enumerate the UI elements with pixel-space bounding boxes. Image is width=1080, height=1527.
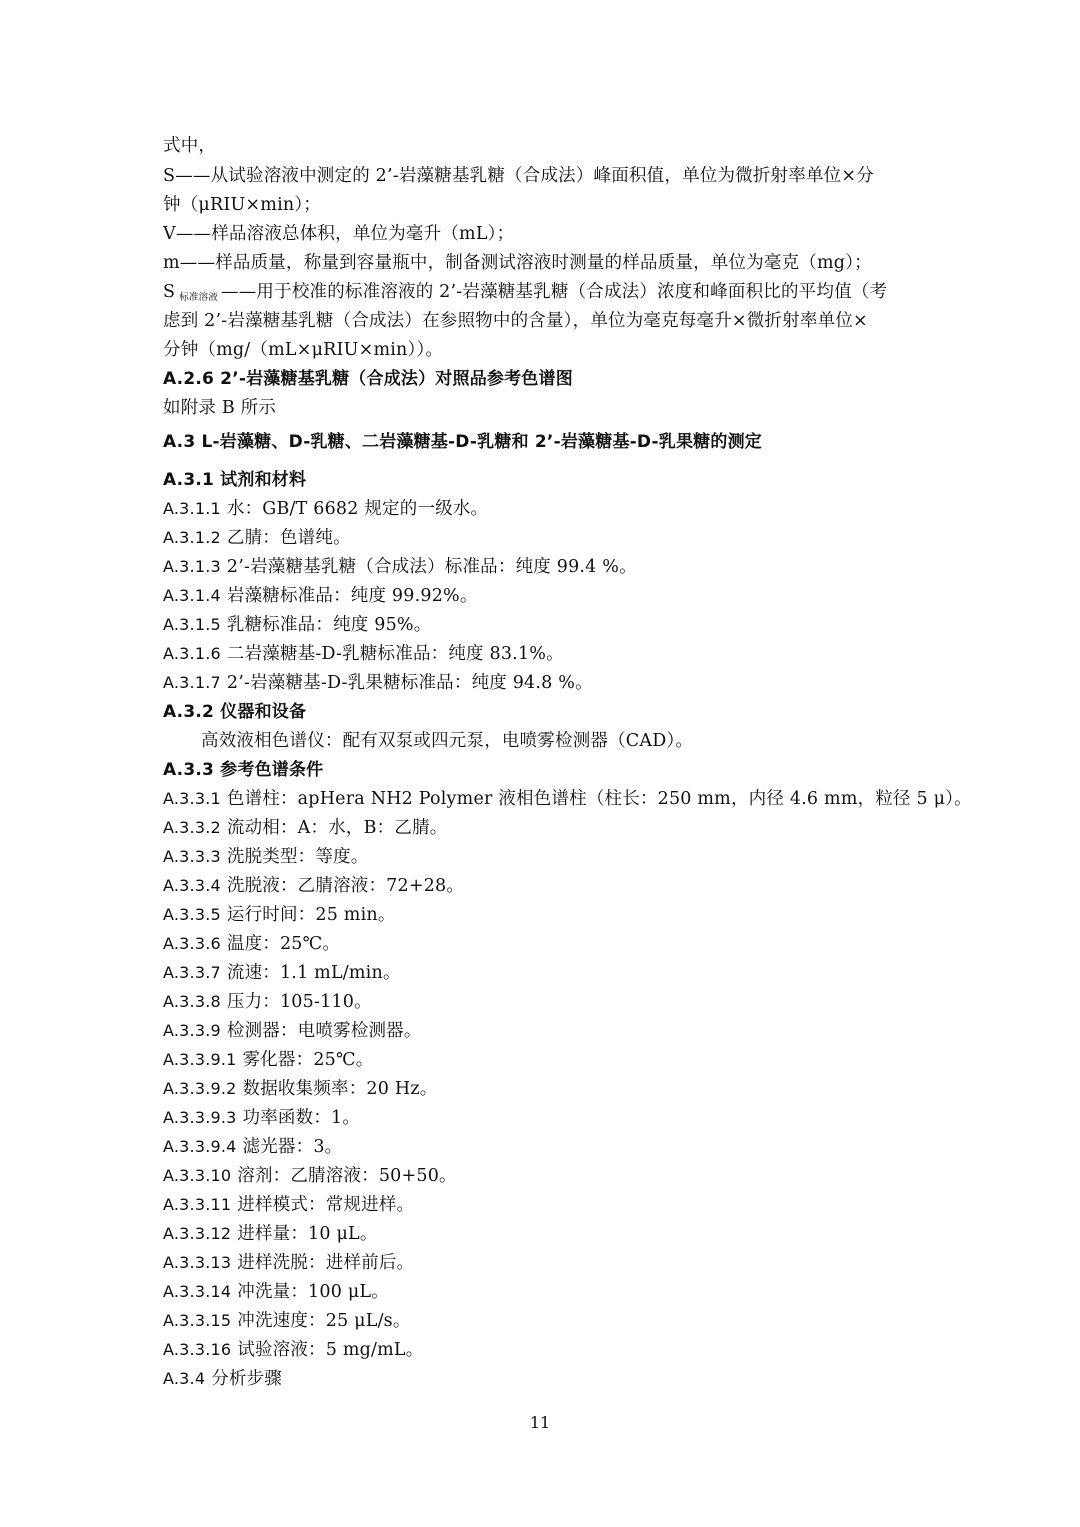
clause-number: A.3.3.9.2: [163, 1079, 237, 1098]
variable-s-definition: S——从试验溶液中测定的 2’-岩藻糖基乳糖（合成法）峰面积值，单位为微折射率单位×分: [163, 166, 874, 186]
variable-s-subscript: 标准溶液: [179, 292, 219, 303]
variable-s-unit: 钟（μRIU×min）；: [163, 195, 321, 215]
clause-number: A.3.3.9.4: [163, 1137, 237, 1156]
clause-number: A.3.3.9: [163, 1021, 221, 1040]
list-item: [163, 904, 396, 926]
list-item: [163, 1020, 422, 1042]
clause-number: A.3.3.1: [163, 789, 221, 808]
section-heading-a32: A.3.2 仪器和设备: [163, 702, 307, 722]
clause-text: 进样量：10 μL。: [237, 1224, 378, 1244]
clause-text: 运行时间：25 min。: [226, 905, 396, 925]
clause-number: A.3.3.16: [163, 1340, 232, 1359]
clause-number: A.3.3.11: [163, 1195, 232, 1214]
clause-number: A.3.3.6: [163, 934, 221, 953]
clause-number: A.3.3.8: [163, 992, 221, 1011]
section-heading-a31: A.3.1 试剂和材料: [163, 470, 307, 490]
list-item: [163, 846, 368, 868]
clause-number: A.3.3.15: [163, 1311, 232, 1330]
clause-number: A.3.4: [163, 1369, 206, 1388]
list-item: [163, 672, 593, 694]
clause-text: 试验溶液：5 mg/mL。: [237, 1340, 424, 1360]
list-item: [163, 1049, 373, 1071]
section-heading-a226: A.2.6 2’-岩藻糖基乳糖（合成法）对照品参考色谱图: [163, 369, 573, 389]
clause-text: 溶剂：乙腈溶液：50+50。: [237, 1166, 457, 1186]
clause-number: A.3.3.5: [163, 905, 221, 924]
clause-text: 滤光器：3。: [242, 1137, 343, 1157]
list-item: [163, 1252, 414, 1274]
clause-number: A.3.3.10: [163, 1166, 232, 1185]
section-heading-a33: A.3.3 参考色谱条件: [163, 760, 324, 780]
clause-text: 洗脱液：乙腈溶液：72+28。: [226, 876, 465, 896]
clause-text: 乙腈：色谱纯。: [226, 528, 351, 548]
list-item: [163, 1281, 389, 1303]
list-item: [163, 498, 488, 520]
list-item: [163, 875, 464, 897]
list-item: [163, 1194, 414, 1216]
clause-number: A.3.1.1: [163, 499, 221, 518]
clause-number: A.3.1.7: [163, 673, 221, 692]
list-item: [163, 933, 340, 955]
clause-text: 冲洗量：100 μL。: [237, 1282, 389, 1302]
list-item: [163, 1339, 423, 1361]
formula-intro: 式中，: [163, 136, 217, 156]
clause-number: A.3.3.2: [163, 818, 221, 837]
list-item: [163, 1078, 437, 1100]
list-item: [163, 788, 972, 810]
clause-number: A.3.3.13: [163, 1253, 232, 1272]
clause-number: A.3.1.5: [163, 615, 221, 634]
variable-s-standard-continued: 虑到 2’-岩藻糖基乳糖（合成法）在参照物中的含量），单位为毫克每毫升×微折射率单位×: [163, 311, 868, 331]
list-item: [163, 1165, 457, 1187]
list-item: [163, 991, 372, 1013]
clause-number: A.3.1.2: [163, 528, 221, 547]
clause-text: 进样模式：常规进样。: [237, 1195, 415, 1215]
page-number: 11: [529, 1413, 551, 1432]
clause-number: A.3.1.4: [163, 586, 221, 605]
clause-text: 二岩藻糖基-D-乳糖标准品：纯度 83.1%。: [226, 644, 564, 664]
clause-number: A.3.3.7: [163, 963, 221, 982]
list-item: [163, 962, 401, 984]
clause-text: 数据收集频率：20 Hz。: [242, 1079, 438, 1099]
variable-s-standard-unit: 分钟（mg/（mL×μRIU×min））。: [163, 340, 444, 360]
clause-text: 水：GB/T 6682 规定的一级水。: [226, 499, 489, 519]
list-item: [163, 527, 351, 549]
clause-text: 岩藻糖标准品：纯度 99.92%。: [226, 586, 478, 606]
clause-text: 检测器：电喷雾检测器。: [226, 1021, 422, 1041]
variable-m-definition: m——样品质量，称量到容量瓶中，制备测试溶液时测量的样品质量，单位为毫克（mg）；: [163, 253, 872, 273]
list-item: [163, 1136, 342, 1158]
list-item: [163, 643, 564, 665]
clause-number: A.3.1.6: [163, 644, 221, 663]
clause-text: 分析步骤: [211, 1369, 283, 1389]
clause-text: 色谱柱：apHera NH2 Polymer 液相色谱柱（柱长：250 mm，内径 4.6 mm，粒径 5 μ）。: [226, 789, 972, 809]
list-item: [163, 585, 478, 607]
clause-text: 冲洗速度：25 μL/s。: [237, 1311, 411, 1331]
variable-v-definition: V——样品溶液总体积，单位为毫升（mL）；: [163, 224, 515, 244]
list-item: [163, 1107, 360, 1129]
list-item: [163, 556, 637, 578]
clause-text: 2’-岩藻糖基乳糖（合成法）标准品：纯度 99.4 %。: [226, 557, 637, 577]
section-a226-body: 如附录 B 所示: [163, 398, 277, 418]
clause-number: A.3.3.9.3: [163, 1108, 237, 1127]
section-heading-a3: A.3 L-岩藻糖、D-乳糖、二岩藻糖基-D-乳糖和 2’-岩藻糖基-D-乳果糖的测定: [163, 432, 762, 452]
list-item: [163, 1310, 411, 1332]
clause-text: 洗脱类型：等度。: [226, 847, 369, 867]
clause-text: 2’-岩藻糖基-D-乳果糖标准品：纯度 94.8 %。: [226, 673, 593, 693]
clause-text: 雾化器：25℃。: [242, 1050, 374, 1070]
clause-number: A.3.3.3: [163, 847, 221, 866]
clause-text: 进样洗脱：进样前后。: [237, 1253, 415, 1273]
clause-text: 压力：105-110。: [226, 992, 372, 1012]
list-item: [163, 1223, 378, 1245]
list-item: [163, 817, 447, 839]
clause-text: 温度：25℃。: [226, 934, 341, 954]
variable-s-symbol: S: [163, 282, 176, 302]
clause-number: A.3.3.12: [163, 1224, 232, 1243]
clause-number: A.3.1.3: [163, 557, 221, 576]
clause-text: 流速：1.1 mL/min。: [226, 963, 401, 983]
clause-text: 功率函数：1。: [242, 1108, 361, 1128]
clause-text: 流动相：A：水，B：乙腈。: [226, 818, 448, 838]
variable-s-standard-definition: [163, 281, 887, 309]
section-heading-a34: [163, 1368, 282, 1390]
clause-number: A.3.3.4: [163, 876, 221, 895]
variable-s-standard-text: ——用于校准的标准溶液的 2’-岩藻糖基乳糖（合成法）浓度和峰面积比的平均值（考: [221, 282, 888, 302]
clause-number: A.3.3.14: [163, 1282, 232, 1301]
clause-text: 乳糖标准品：纯度 95%。: [226, 615, 432, 635]
clause-number: A.3.3.9.1: [163, 1050, 237, 1069]
section-a32-body: 高效液相色谱仪：配有双泵或四元泵，电喷雾检测器（CAD）。: [201, 731, 694, 751]
list-item: [163, 614, 431, 636]
